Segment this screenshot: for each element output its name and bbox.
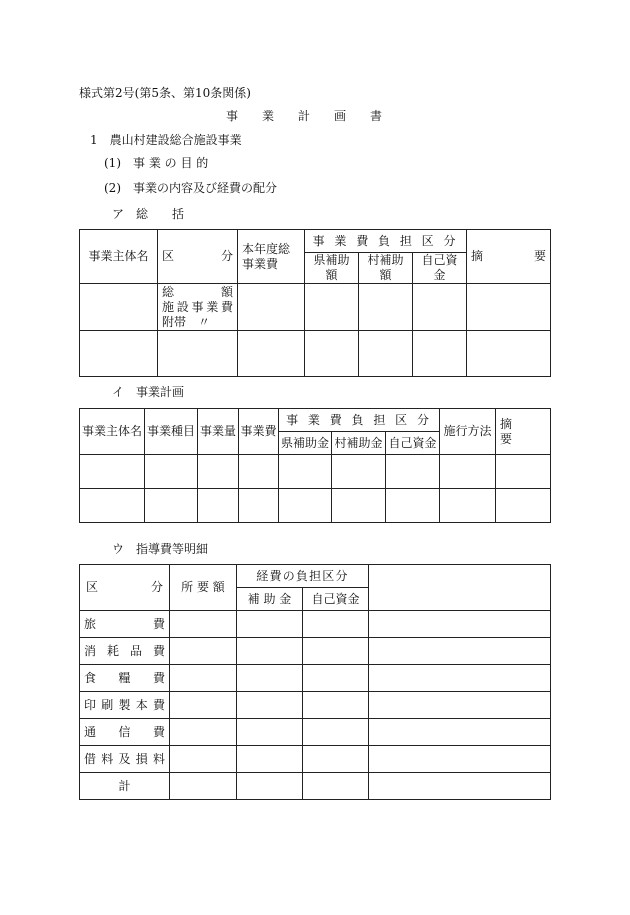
summary-heading: ア 総 括 [112,207,185,221]
header-cost: 事業費 [239,409,279,455]
cell [237,692,303,719]
cell [440,455,496,489]
cell [303,665,369,692]
cell [170,638,237,665]
header-village-subsidy: 村補助金 [332,432,386,455]
row-label-travel: 旅 費 [80,611,170,638]
cell [239,455,279,489]
cell [237,746,303,773]
subsection-content: (2) 事業の内容及び経費の配分 [104,181,277,195]
header-required-amount: 所 要 額 [170,565,237,611]
cell [145,489,198,523]
cell [332,455,386,489]
plan-table [79,408,551,523]
cell [80,489,145,523]
cell [170,665,237,692]
summary-table [79,229,551,377]
cell [237,638,303,665]
cell [369,565,551,611]
cell [369,665,551,692]
guidance-table [79,564,551,800]
cell [279,455,332,489]
cell [198,489,239,523]
header-cost-burden: 事 業 費 負 担 区 分 [305,230,467,253]
header-total-cost-line2: 事業費 [242,256,279,271]
cell [369,746,551,773]
cell [413,284,467,331]
cell [467,284,551,331]
cell [305,284,359,331]
cell [467,331,551,377]
cell [386,489,440,523]
cell [170,746,237,773]
category-facility: 施設事業費 [162,300,233,314]
cell [496,455,551,489]
cell [413,331,467,377]
header-total-cost-line1: 本年度総 [242,241,291,256]
cell [332,489,386,523]
header-category: 区 分 [80,565,170,611]
document-title: 事 業 計 画 書 [226,109,383,123]
row-label-total: 計 [80,773,170,800]
row-label-consumables: 消 耗 品 費 [80,638,170,665]
row-label-food: 食 糧 費 [80,665,170,692]
cell [369,692,551,719]
header-entity-name: 事業主体名 [80,230,158,284]
cell [158,331,238,377]
cell [170,719,237,746]
cell [279,489,332,523]
cell [369,719,551,746]
header-own-funds: 自己資金 [303,588,369,611]
cell [369,773,551,800]
cell [359,331,413,377]
cell [369,638,551,665]
plan-heading: イ 事業計画 [112,385,185,399]
header-project-type: 事業種目 [145,409,198,455]
cell [237,773,303,800]
cell [237,719,303,746]
header-pref-subsidy: 県補助額 [305,253,359,284]
header-subsidy: 補 助 金 [237,588,303,611]
header-entity-name: 事業主体名 [80,409,145,455]
cell [440,489,496,523]
cell [386,455,440,489]
header-total-cost [238,230,305,284]
header-pref-subsidy: 県補助金 [279,432,332,455]
section-1-heading: 1 農山村建設総合施設事業 [90,133,242,147]
header-quantity: 事業量 [198,409,239,455]
header-category: 区 分 [158,230,238,284]
cell [303,638,369,665]
header-method: 施行方法 [440,409,496,455]
cell [238,284,305,331]
cell [303,773,369,800]
cell [237,611,303,638]
cell [170,773,237,800]
header-cost-burden: 経費の負担区分 [237,565,369,588]
header-own-funds: 自己資金 [386,432,440,455]
cell [80,331,158,377]
cell [80,284,158,331]
cell [303,611,369,638]
cell [303,746,369,773]
cell [239,489,279,523]
cell [237,665,303,692]
header-own-funds: 自己資金 [413,253,467,284]
row-label-communication: 通 信 費 [80,719,170,746]
cell [145,455,198,489]
header-cost-burden: 事 業 費 負 担 区 分 [279,409,440,432]
category-cell [158,284,238,331]
cell [359,284,413,331]
cell [170,611,237,638]
cell [80,455,145,489]
cell [303,692,369,719]
cell [170,692,237,719]
subsection-purpose: (1) 事 業 の 目 的 [104,156,209,170]
header-remarks: 摘 要 [467,230,551,284]
header-village-subsidy: 村補助額 [359,253,413,284]
form-label: 様式第2号(第5条、第10条関係) [79,86,251,100]
cell [238,331,305,377]
cell [305,331,359,377]
cell [369,611,551,638]
cell [198,455,239,489]
row-label-rental: 借料及損料 [80,746,170,773]
category-ancillary: 附帯 〃 [162,315,211,329]
cell [303,719,369,746]
row-label-printing: 印刷製本費 [80,692,170,719]
category-total: 総 額 [162,285,233,299]
header-remarks: 摘 要 [496,409,551,455]
cell [496,489,551,523]
guidance-heading: ウ 指導費等明細 [112,542,209,556]
